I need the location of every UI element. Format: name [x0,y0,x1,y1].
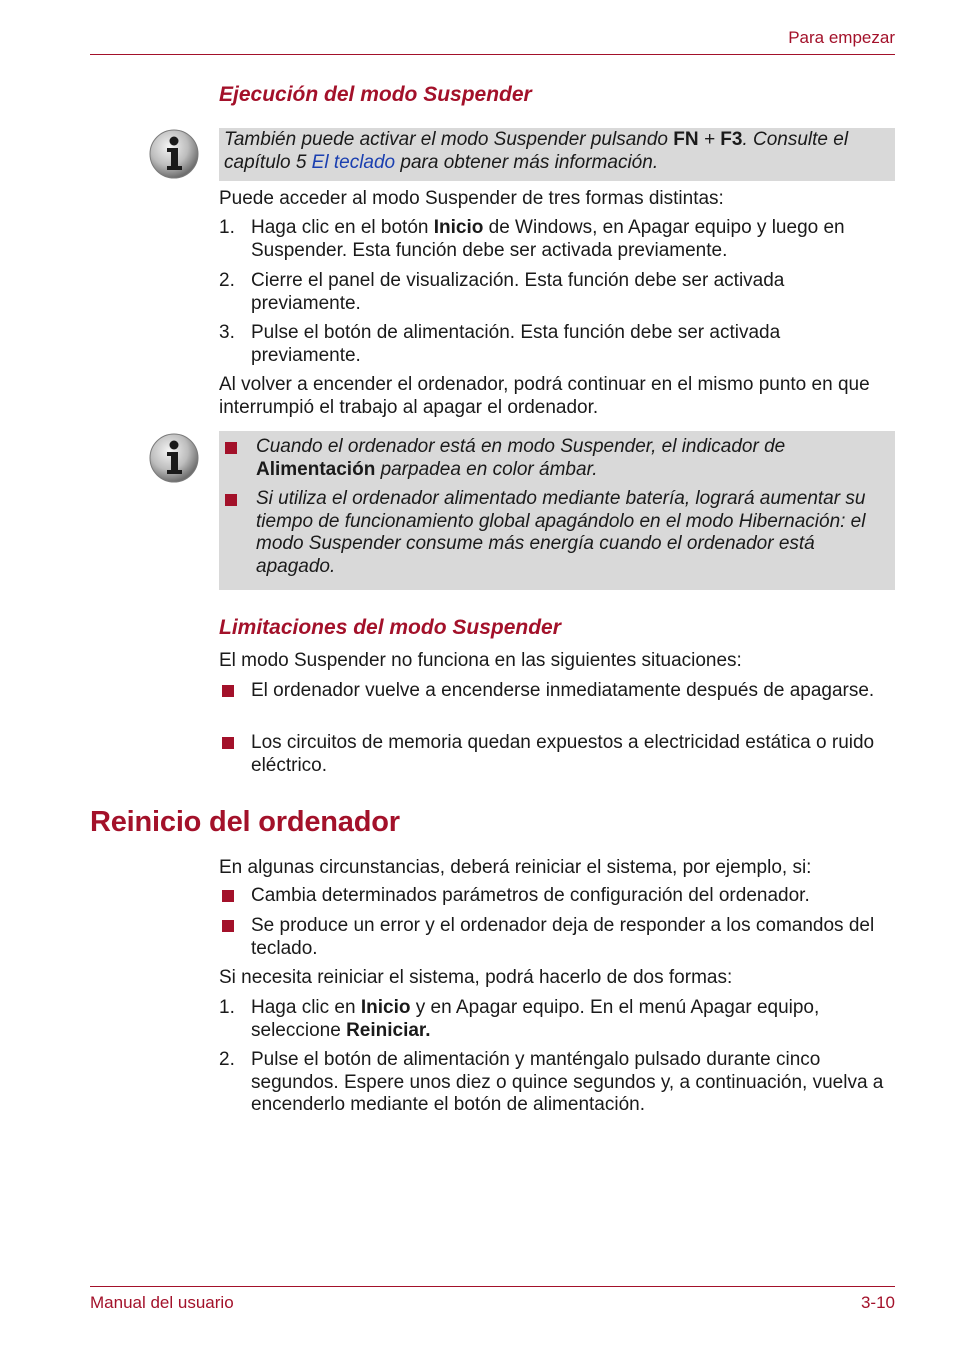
note-list-item: Si utiliza el ordenador alimentado mediante batería, logrará aumentar su tiempo de funcionamiento global apagándolo en el modo Hibernación: el modo Suspender consume más energía cuando el ordenador está apagado. [219,488,885,578]
link-el-teclado[interactable]: El teclado [311,151,396,173]
running-header: Para empezar [788,28,895,47]
bullet-square [222,890,234,902]
info-icon [148,128,200,180]
list-item: 3. Pulse el botón de alimentación. Esta función debe ser activada previamente. [219,322,781,366]
list-item: 1. Haga clic en Inicio y en Apagar equipo. En el menú Apagar equipo, seleccione Reiniciar. [219,997,820,1041]
bullet-square [225,442,237,454]
page-number: 3-10 [860,1293,895,1312]
key-f3: F3 [720,129,743,150]
subheading-ejecucion: Ejecución del modo Suspender [219,83,532,106]
list-item: 1. Haga clic en el botón Inicio de Windows, en Apagar equipo y luego en Suspender. Esta función debe ser activada previamente. [219,217,845,261]
key-fn: FN [673,129,699,150]
paragraph-intro: Puede acceder al modo Suspender de tres formas distintas: [219,188,724,209]
info-icon [148,432,200,484]
list-item: El ordenador vuelve a encenderse inmediatamente después de apagarse. [219,680,895,703]
note-box-suspend-keys: También puede activar el modo Suspender pulsando FN + F3. Consulte el capítulo 5 El teclado para obtener más información. [219,128,895,181]
bullet-square [222,737,234,749]
paragraph-reinicio: En algunas circunstancias, deberá reiniciar el sistema, por ejemplo, si: [219,857,812,878]
bullet-square [225,494,237,506]
bullet-square [222,685,234,697]
note-list-item: Cuando el ordenador está en modo Suspender, el indicador de Alimentación parpadea en color ámbar. [219,436,885,481]
bullet-square [222,920,234,932]
list-item: Los circuitos de memoria quedan expuestos a electricidad estática o ruido eléctrico. [219,732,895,777]
footer-manual-title: Manual del usuario [90,1293,234,1312]
note-box-suspend-tips [219,431,895,590]
heading-reinicio: Reinicio del ordenador [90,806,400,838]
header-rule [90,54,895,55]
paragraph-limitaciones: El modo Suspender no funciona en las siguientes situaciones: [219,650,742,671]
list-item: Se produce un error y el ordenador deja de responder a los comandos del teclado. [219,915,895,960]
footer-rule [90,1286,895,1287]
list-item: 2. Cierre el panel de visualización. Esta función debe ser activada previamente. [219,270,785,314]
subheading-limitaciones: Limitaciones del modo Suspender [219,616,561,639]
list-item: Cambia determinados parámetros de configuración del ordenador. [219,885,895,908]
list-item: 2. Pulse el botón de alimentación y manténgalo pulsado durante cinco segundos. Espere unos diez o quince segundos y, a continuación, vuelva a encenderlo mediante el botón de alimentación. [219,1049,884,1115]
paragraph-dos-formas: Si necesita reiniciar el sistema, podrá hacerlo de dos formas: [219,967,733,988]
paragraph-after: Al volver a encender el ordenador, podrá continuar en el mismo punto en que interrumpió el trabajo al apagar el ordenador. [219,374,870,418]
